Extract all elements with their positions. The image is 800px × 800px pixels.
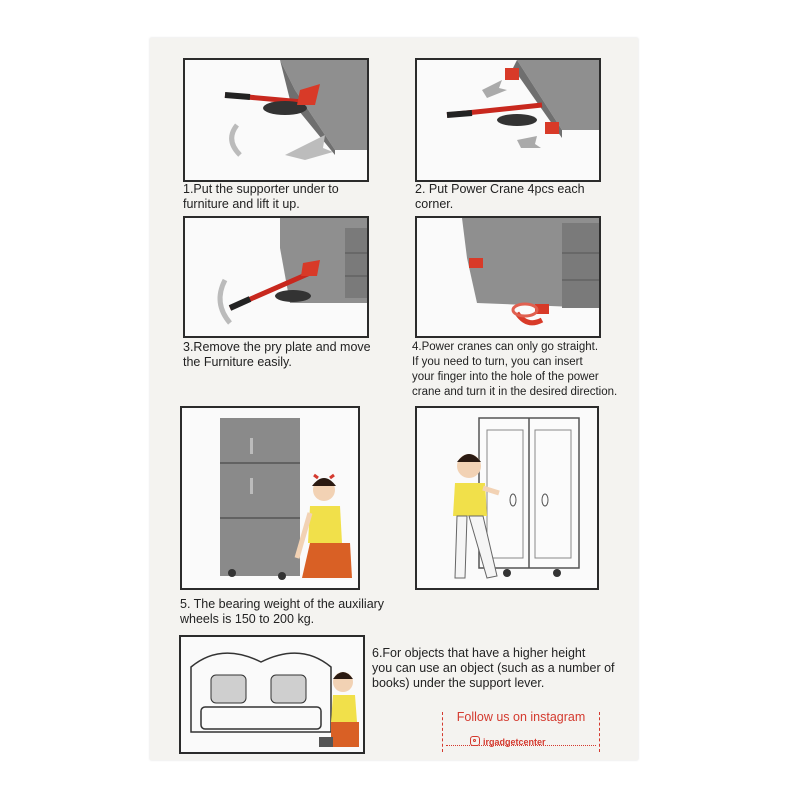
step6-caption: 6.For objects that have a higher height you can use an object (such as a number of books) under the support lever. [372,646,615,690]
instagram-handle[interactable] [470,736,590,747]
instagram-handle-text: irgadgetcenter [483,737,546,747]
step5-illustration [180,406,360,590]
step4-caption: 4.Power cranes can only go straight. If you need to turn, you can insert your finger into the hole of the power crane and turn it in the desired direction. [412,341,618,398]
step6-turn-illustration [415,406,599,590]
step1-illustration [183,58,369,182]
step4-illustration [415,216,601,338]
step5-caption: 5. The bearing weight of the auxiliary wheels is 150 to 200 kg. [180,597,385,626]
step2-caption: 2. Put Power Crane 4pcs each corner. [415,182,585,211]
follow-title: Follow us on instagram [456,710,586,724]
step2-illustration [415,58,601,182]
step6-illustration [179,635,365,754]
step3-illustration [183,216,369,338]
step3-caption: 3.Remove the pry plate and move the Furniture easily. [183,340,371,369]
instagram-icon [470,736,480,746]
step1-caption: 1.Put the supporter under to furniture and lift it up. [183,182,339,211]
